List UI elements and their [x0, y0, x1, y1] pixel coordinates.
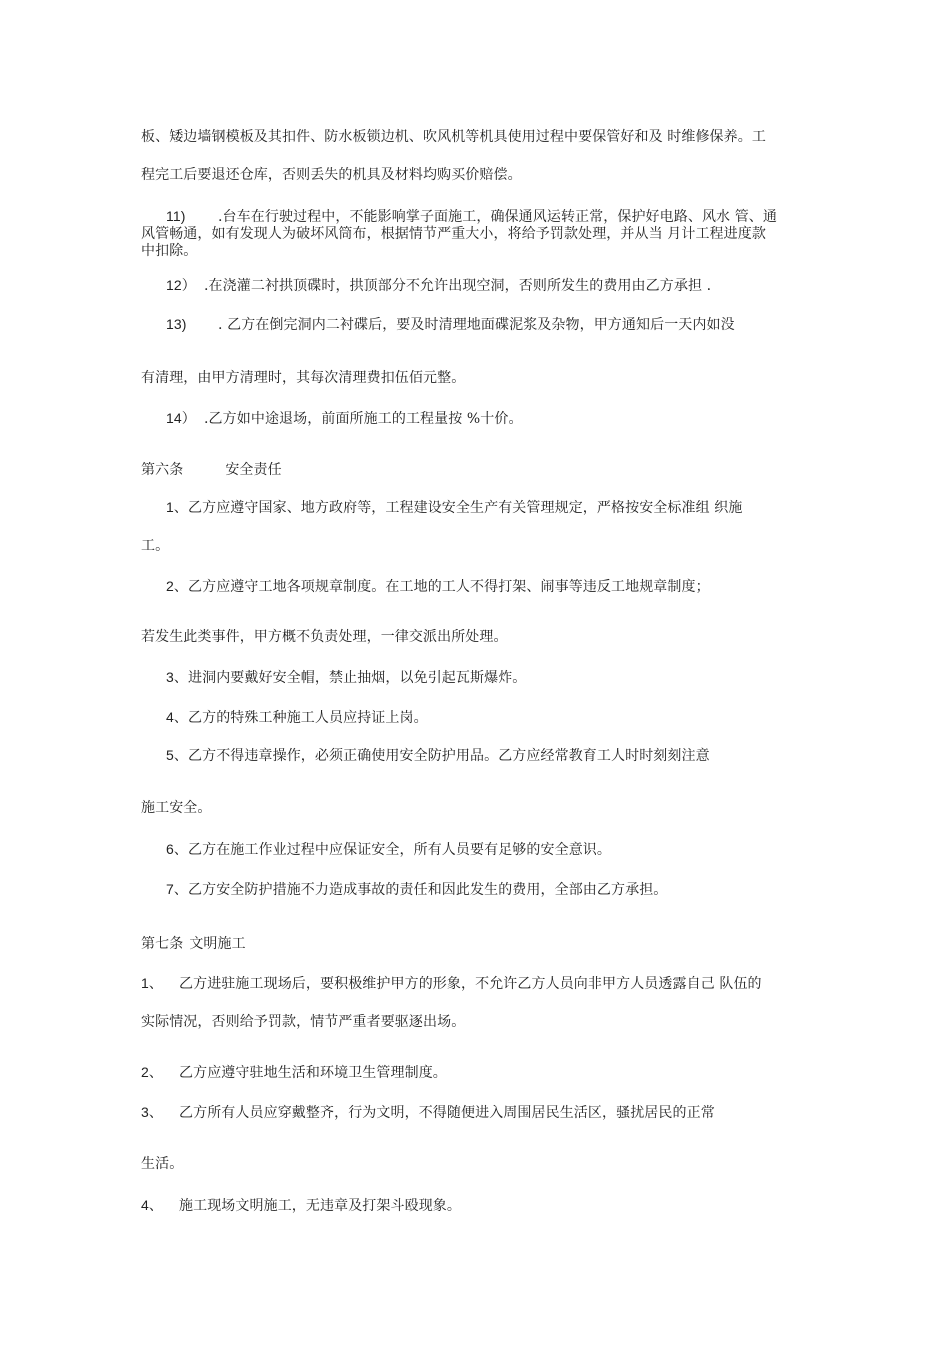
- text: 乙方应遵守驻地生活和环境卫生管理制度。: [179, 1065, 447, 1081]
- text: 风管畅通，如有发现人为破坏风筒布，根据情节严重大小，将给予罚款处理，并从当 月计工程进度款: [141, 226, 766, 242]
- paragraph-line: [141, 1013, 465, 1031]
- item-number: 2: [166, 578, 174, 594]
- item-number: 1、: [141, 975, 163, 991]
- item-number: 11): [166, 208, 186, 224]
- article-number: 第七条: [141, 936, 184, 952]
- paragraph-line: [141, 537, 169, 555]
- text: 、进洞内要戴好安全帽，禁止抽烟，以免引起瓦斯爆炸。: [173, 670, 527, 686]
- safety-item-7: [166, 880, 667, 899]
- item-number: 3、: [141, 1104, 163, 1120]
- item-number: 6: [166, 841, 174, 857]
- paragraph-line: [141, 166, 522, 184]
- text: 实际情况，否则给予罚款，情节严重者要驱逐出场。: [141, 1014, 466, 1030]
- paragraph-line: [141, 628, 508, 646]
- text: .台车在行驶过程中，不能影响掌子面施工，确保通风运转正常，保护好电路、风水 管、通: [218, 209, 777, 225]
- civil-item-2: [141, 1063, 447, 1082]
- text: 程完工后要退还仓库，否则丢失的机具及材料均购买价赔偿。: [141, 167, 522, 183]
- article-number: 第六条: [141, 462, 184, 478]
- text: 、乙方的特殊工种施工人员应持证上岗。: [173, 710, 428, 726]
- text: 、乙方应遵守工地各项规章制度。在工地的工人不得打架、闹事等违反工地规章制度；: [173, 579, 710, 595]
- text: 施工现场文明施工，无违章及打架斗殴现象。: [179, 1198, 461, 1214]
- text: .乙方如中途退场，前面所施工的工程量按 %十价。: [204, 411, 523, 427]
- paragraph-line: [141, 128, 766, 146]
- item-number: 7: [166, 881, 174, 897]
- text: .在浇灌二衬拱顶碟时，拱顶部分不允许出现空洞，否则所发生的费用由乙方承担 .: [204, 278, 712, 294]
- civil-item-3: [141, 1103, 715, 1122]
- civil-item-4: [141, 1196, 461, 1215]
- list-item-13: [166, 315, 735, 334]
- safety-item-3: [166, 668, 526, 687]
- text: 板、矮边墙钢模板及其扣件、防水板锁边机、吹风机等机具使用过程中要保管好和及 时维修保养。工: [141, 129, 766, 145]
- list-item-14: [166, 409, 523, 428]
- text: 生活。: [141, 1156, 184, 1172]
- text: 、乙方在施工作业过程中应保证安全，所有人员要有足够的安全意识。: [173, 842, 611, 858]
- article-7-heading: [141, 935, 246, 953]
- item-number: 4: [166, 709, 174, 725]
- paragraph-line: [141, 1155, 183, 1173]
- paragraph-line: [141, 242, 197, 260]
- text: 有清理，由甲方清理时，其每次清理费扣伍佰元整。: [141, 370, 466, 386]
- article-title: 安全责任: [225, 462, 282, 478]
- text: 工。: [141, 538, 170, 554]
- list-item-12: [166, 276, 711, 295]
- article-title: 文明施工: [189, 936, 246, 952]
- text: 中扣除。: [141, 243, 198, 259]
- item-number: 5: [166, 747, 174, 763]
- paragraph-line: [141, 369, 465, 387]
- list-item-11: [166, 207, 777, 226]
- safety-item-5: [166, 746, 710, 765]
- paragraph-line: [141, 225, 766, 243]
- paragraph-line: [141, 799, 212, 817]
- item-number: 1: [166, 499, 174, 515]
- civil-item-1: [141, 974, 762, 993]
- text: 施工安全。: [141, 800, 212, 816]
- item-number: 2、: [141, 1064, 163, 1080]
- item-number: 14）: [166, 410, 196, 426]
- item-number: 12）: [166, 277, 196, 293]
- text: 乙方所有人员应穿戴整齐，行为文明，不得随便进入周围居民生活区，骚扰居民的正常: [179, 1105, 715, 1121]
- item-number: 3: [166, 669, 174, 685]
- safety-item-6: [166, 840, 611, 859]
- item-number: 4、: [141, 1197, 163, 1213]
- safety-item-1: [166, 498, 742, 517]
- text: 、乙方安全防护措施不力造成事故的责任和因此发生的费用，全部由乙方承担。: [173, 882, 668, 898]
- text: 、乙方应遵守国家、地方政府等，工程建设安全生产有关管理规定，严格按安全标准组 织施: [173, 500, 743, 516]
- item-number: 13): [166, 316, 187, 332]
- safety-item-4: [166, 708, 428, 727]
- safety-item-2: [166, 577, 710, 596]
- text: 乙方进驻施工现场后，要积极维护甲方的形象，不允许乙方人员向非甲方人员透露自己 队伍的: [179, 976, 762, 992]
- article-6-heading: [141, 461, 282, 479]
- text: 若发生此类事件，甲方概不负责处理，一律交派出所处理。: [141, 629, 508, 645]
- text: 、乙方不得违章操作，必须正确使用安全防护用品。乙方应经常教育工人时时刻刻注意: [173, 748, 710, 764]
- text: . 乙方在倒完洞内二衬碟后，要及时清理地面碟泥浆及杂物，甲方通知后一天内如没: [218, 317, 735, 333]
